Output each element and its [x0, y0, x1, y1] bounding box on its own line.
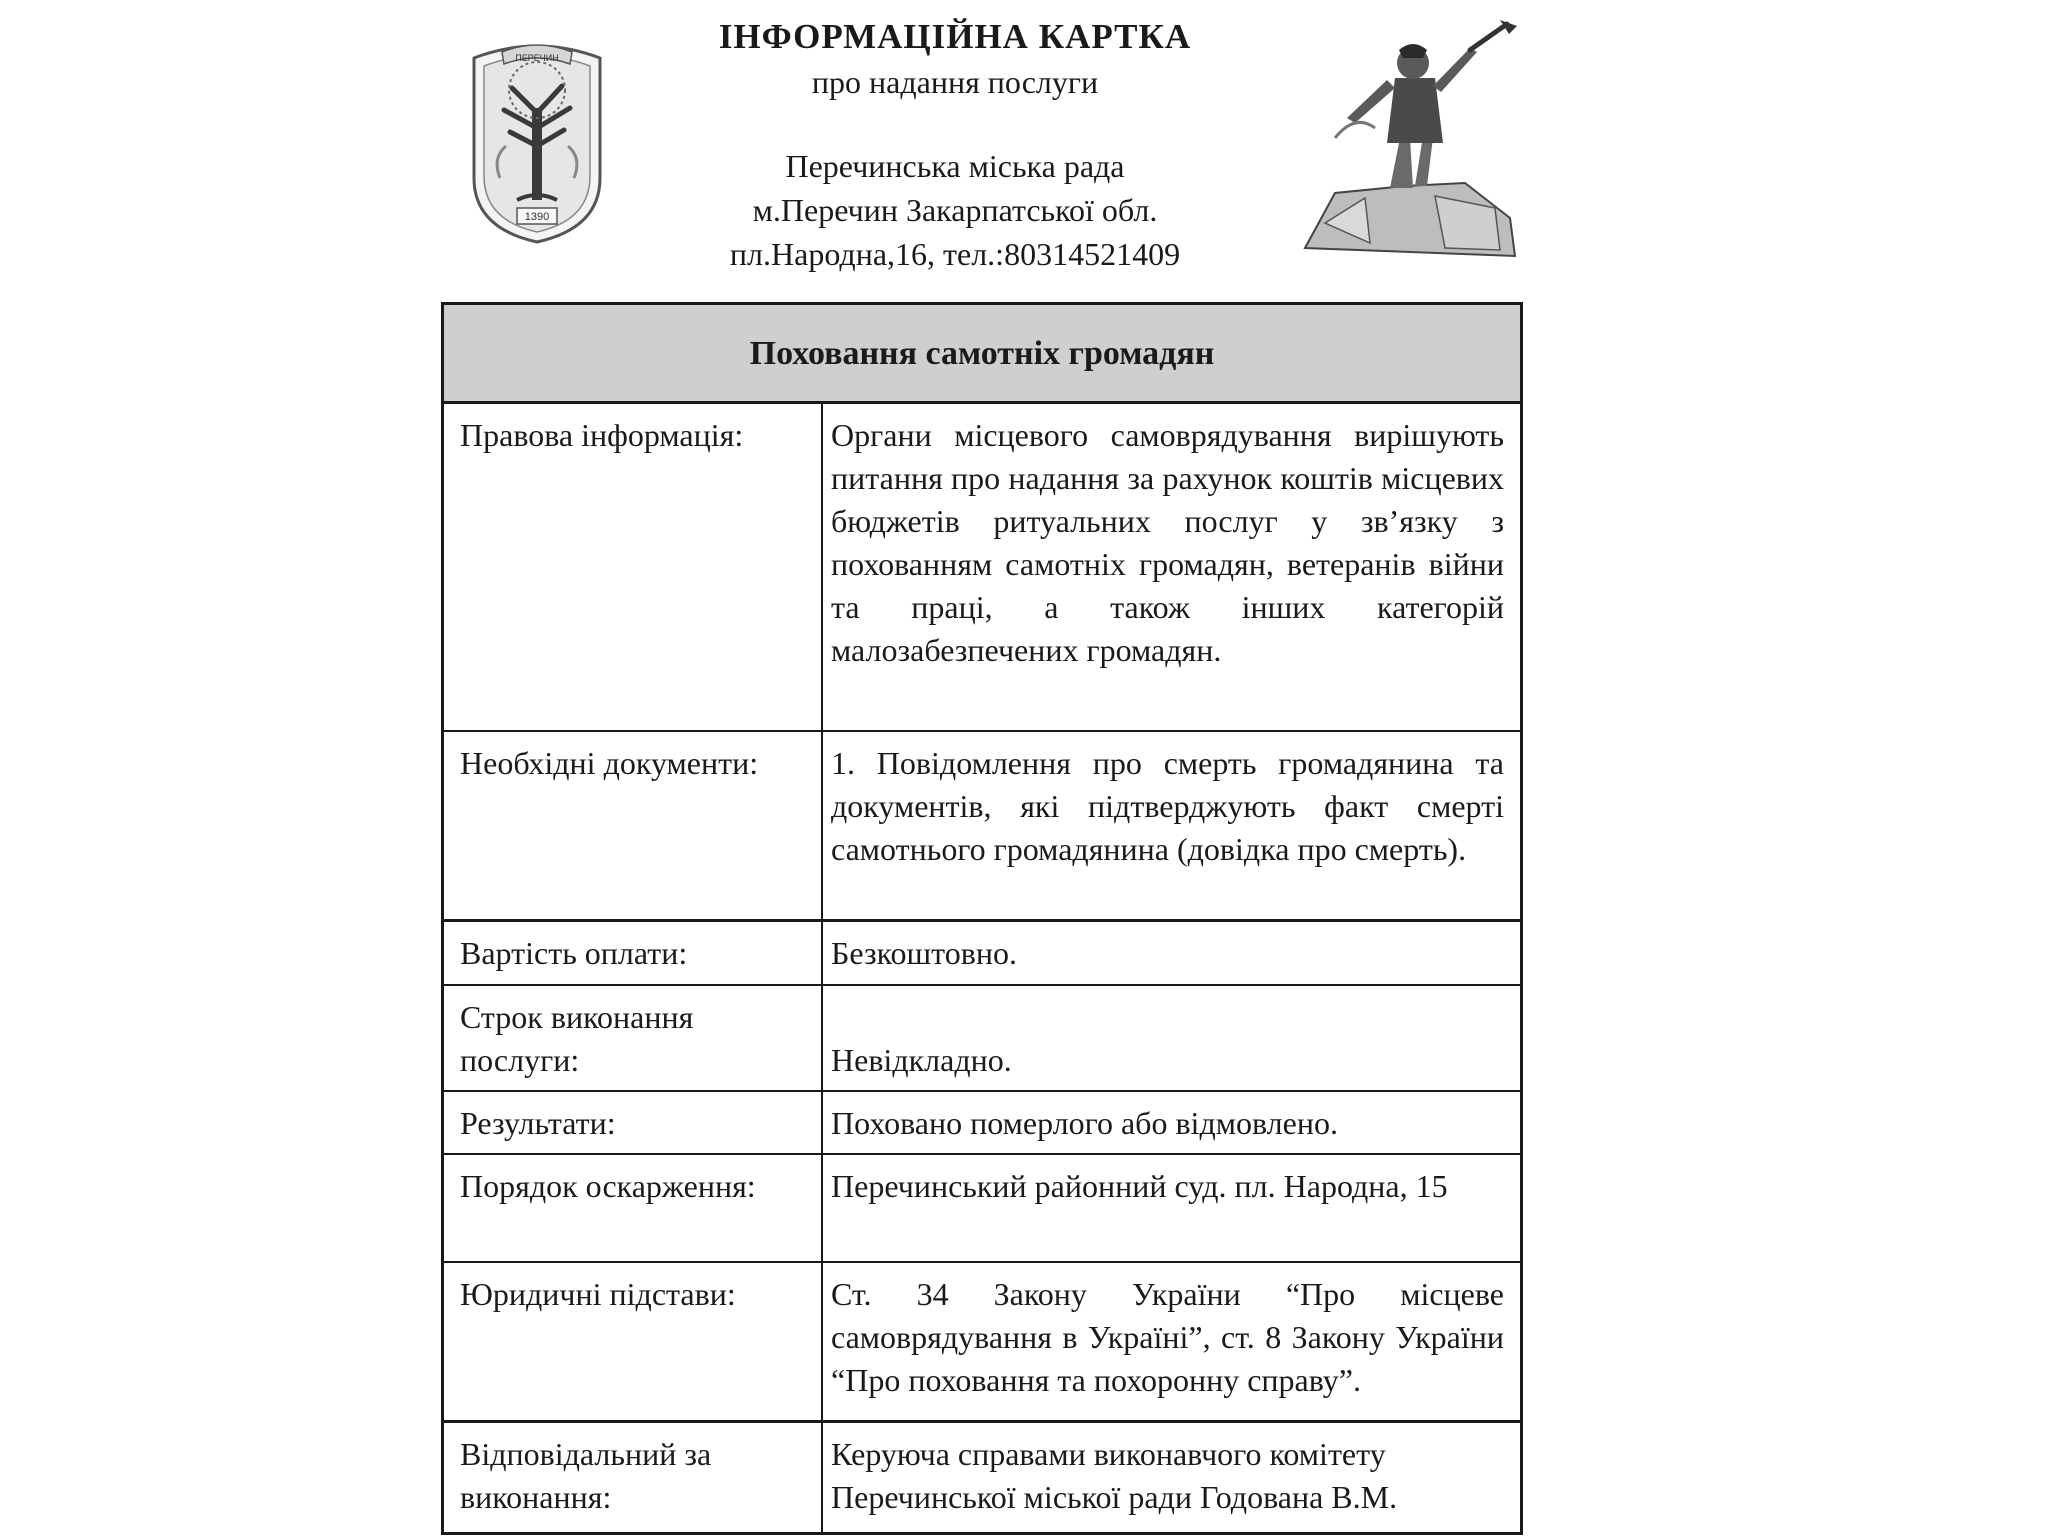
row-value: Ст. 34 Закону України “Про місцеве самоврядування в Україні”, ст. 8 Закону України “Про поховання та похоронну справу”. — [822, 1262, 1522, 1422]
emblem-year-text: 1390 — [524, 211, 550, 223]
city-coat-of-arms-emblem — [462, 28, 612, 248]
row-value: Поховано померлого або відмовлено. — [822, 1091, 1522, 1154]
table-row — [443, 403, 1522, 731]
emblem-ribbon-text: ПЕРЕЧИН — [515, 53, 559, 63]
row-value: Керуюча справами виконавчого комітету Перечинської міської ради Годована В.М. — [822, 1422, 1522, 1534]
table-row — [443, 1154, 1522, 1262]
table-row — [443, 1422, 1522, 1534]
row-label: Необхідні документи: — [443, 731, 823, 921]
row-value: Невідкладно. — [822, 985, 1522, 1091]
row-label: Відповідальний за виконання: — [443, 1422, 823, 1534]
organization-city: м.Перечин Закарпатської обл. — [752, 192, 1158, 228]
row-label: Правова інформація: — [443, 403, 823, 731]
row-value: Перечинський районний суд. пл. Народна, 15 — [822, 1154, 1522, 1262]
row-label: Строк виконання послуги: — [443, 985, 823, 1091]
row-label: Вартість оплати: — [443, 921, 823, 985]
organization-address: пл.Народна,16, тел.:80314521409 — [729, 236, 1181, 272]
header-text-block — [640, 14, 1270, 276]
organization-name: Перечинська міська рада — [785, 148, 1125, 184]
table-row — [443, 921, 1522, 985]
table-heading-row — [443, 304, 1522, 403]
document-header — [440, 0, 1525, 295]
card-title: ІНФОРМАЦІЙНА КАРТКА — [718, 17, 1192, 56]
row-label: Порядок оскарження: — [443, 1154, 823, 1262]
row-value: 1. Повідомлення про смерть громадянина та документів, які підтверджують факт смерті самотнього громадянина (довідка про смерть). — [822, 731, 1522, 921]
card-subtitle: про надання послуги — [811, 64, 1099, 100]
row-label: Юридичні підстави: — [443, 1262, 823, 1422]
row-label: Результати: — [443, 1091, 823, 1154]
row-value: Безкоштовно. — [822, 921, 1522, 985]
table-row — [443, 985, 1522, 1091]
table-row — [443, 1091, 1522, 1154]
service-info-table — [441, 302, 1523, 1535]
monument-statue-image — [1295, 18, 1520, 263]
table-row — [443, 731, 1522, 921]
table-row — [443, 1262, 1522, 1422]
service-title: Поховання самотніх громадян — [443, 304, 1522, 403]
row-value: Органи місцевого самоврядування вирішують питання про надання за рахунок коштів місцевих бюджетів ритуальних послуг у зв’язку з похованням самотніх громадян, ветеранів війни та праці, а також інших категорій малозабезпечених громадян. — [822, 403, 1522, 731]
organization-block — [640, 144, 1270, 276]
